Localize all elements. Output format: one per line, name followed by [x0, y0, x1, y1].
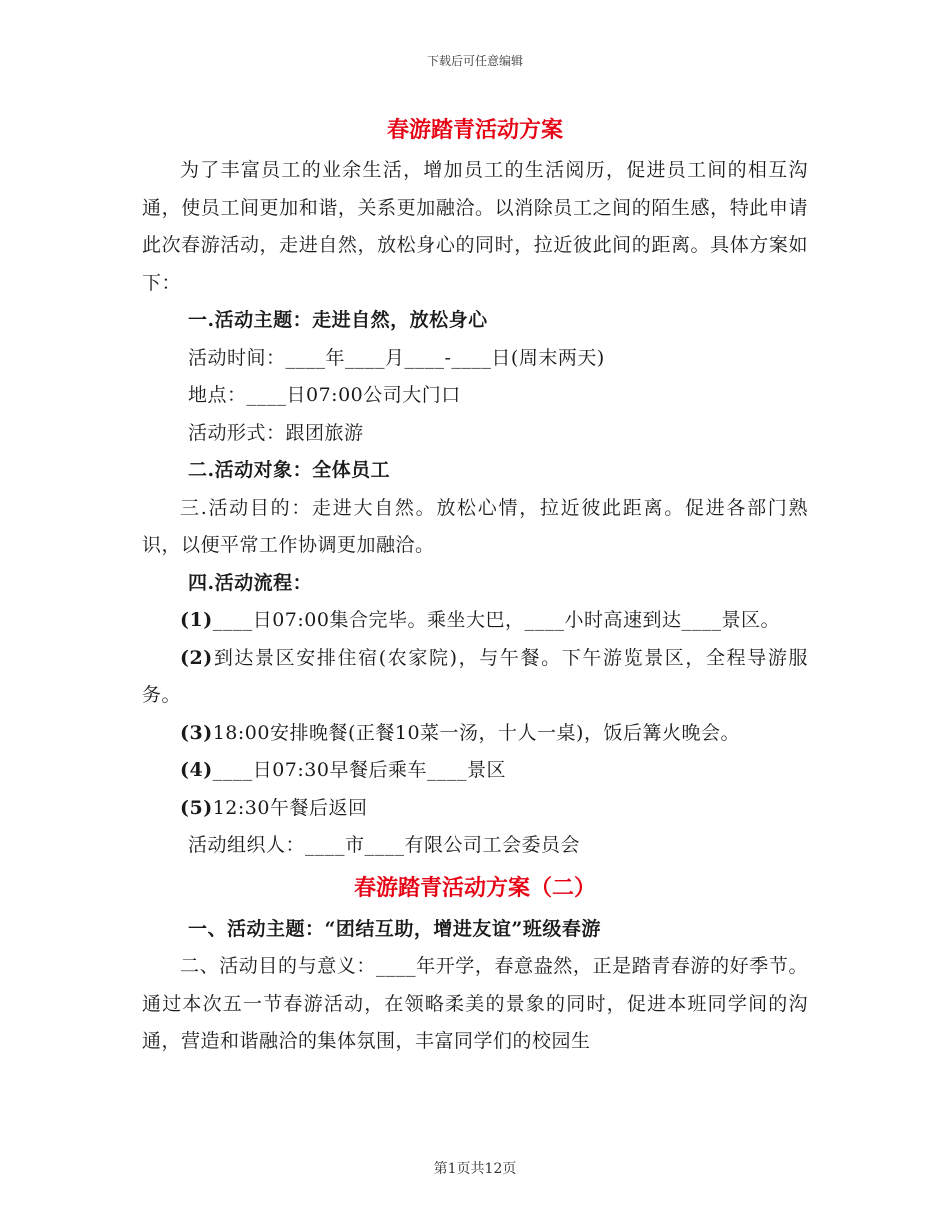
flow-item-text: 18:00安排晚餐(正餐10菜一汤，十人一桌)，饭后篝火晚会。: [212, 721, 740, 744]
header-note: 下载后可任意编辑: [426, 54, 523, 68]
part2-section-1-heading: 一、活动主题：“团结互助，增进友谊”班级春游: [188, 917, 601, 940]
section-4-heading: 四.活动流程：: [188, 571, 313, 594]
flow-item-3: [142, 715, 808, 753]
flow-item-2: [142, 640, 808, 715]
activity-form: 活动形式：跟团旅游: [188, 421, 364, 444]
flow-item-number: (4): [180, 759, 213, 781]
flow-item-text: 12:30午餐后返回: [212, 796, 368, 819]
flow-item-5: [142, 790, 808, 828]
section-2-heading: 二.活动对象：全体员工: [188, 459, 391, 481]
flow-item-text: ____日07:00集合完毕。乘坐大巴，____小时高速到达____景区。: [212, 609, 780, 631]
flow-item-number: (3): [180, 721, 213, 744]
page-number-footer: 第1页共12页: [433, 1161, 517, 1177]
flow-item-1: [142, 602, 808, 640]
organizer-line: 活动组织人：____市____有限公司工会委员会: [188, 834, 581, 856]
section-1-heading: 一.活动主题：走进自然，放松身心: [188, 309, 488, 331]
activity-place: 地点：____日07:00公司大门口: [188, 384, 461, 406]
flow-item-text: ____日07:30早餐后乘车____景区: [212, 759, 506, 781]
document-body: [142, 108, 808, 1061]
section-3-paragraph: 三.活动目的：走进大自然。放松心情，拉近彼此距离。促进各部门熟识，以便平常工作协调更加融洽。: [142, 496, 808, 556]
document-title: 春游踏青活动方案: [386, 117, 563, 143]
flow-item-text: 到达景区安排住宿(农家院)，与午餐。下午游览景区，全程导游服务。: [142, 646, 808, 706]
intro-paragraph: 为了丰富员工的业余生活，增加员工的生活阅历，促进员工间的相互沟通，使员工间更加和谐，关系更加融洽。以消除员工之间的陌生感，特此申请此次春游活动，走进自然，放松身心的同时，拉近彼此间的距离。具体方案如下：: [142, 159, 808, 294]
flow-item-4: [142, 752, 808, 790]
flow-item-number: (2): [180, 646, 213, 669]
document-title-second: 春游踏青活动方案（二）: [353, 874, 596, 901]
flow-item-number: (1): [180, 609, 213, 631]
flow-item-number: (5): [180, 796, 213, 819]
part2-purpose-paragraph: 二、活动目的与意义：____年开学，春意盎然，正是踏青春游的好季节。通过本次五一节春游活动，在领略柔美的景象的同时，促进本班同学间的沟通，营造和谐融洽的集体氛围，丰富同学们的校园生: [142, 955, 808, 1052]
activity-time: 活动时间：____年____月____-____日(周末两天): [188, 346, 605, 369]
